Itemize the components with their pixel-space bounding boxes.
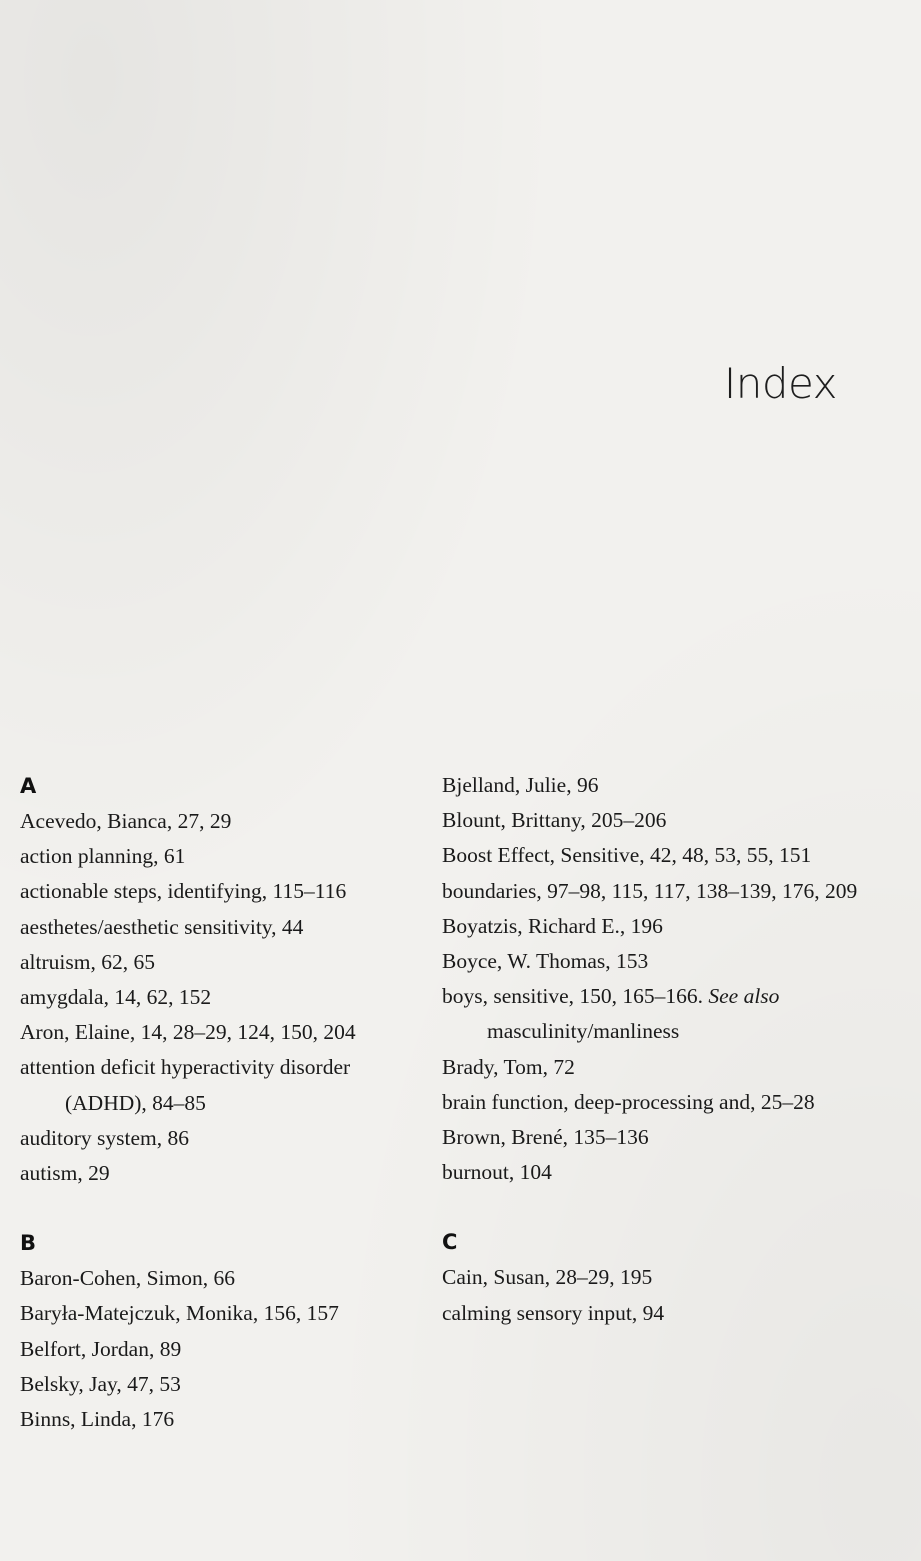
index-entry: Belfort, Jordan, 89 [20,1336,182,1361]
index-entry: action planning, 61 [20,844,186,869]
index-entry: Aron, Elaine, 14, 28–29, 124, 150, 204 [20,1020,356,1045]
index-entry: autism, 29 [20,1161,110,1186]
index-entry-boys [442,979,862,1049]
index-entry: Cain, Susan, 28–29, 195 [442,1265,653,1290]
index-entry: Blount, Brittany, 205–206 [442,808,667,833]
index-entry: auditory system, 86 [20,1125,189,1150]
index-entry: actionable steps, identifying, 115–116 [20,879,347,904]
index-entry: aesthetes/aesthetic sensitivity, 44 [20,914,304,939]
index-column-right [442,768,862,1331]
index-entry: Boyce, W. Thomas, 153 [442,949,649,974]
index-entry: attention deficit hyperactivity disorder (ADHD), 84–85 [20,1055,351,1115]
index-entry: Baryła-Matejczuk, Monika, 156, 157 [20,1301,339,1326]
index-entry: brain function, deep-processing and, 25–28 [442,1089,815,1114]
index-entry: Binns, Linda, 176 [20,1407,175,1432]
cross-reference-target: masculinity/manliness [487,1019,680,1044]
index-entry: burnout, 104 [442,1160,552,1185]
index-entry: amygdala, 14, 62, 152 [20,985,212,1010]
index-entry: Boost Effect, Sensitive, 42, 48, 53, 55, 151 [442,843,812,868]
section-letter-b: B [20,1231,37,1256]
index-entry: Boyatzis, Richard E., 196 [442,913,663,938]
page-title: Index [723,359,837,408]
index-entry: boundaries, 97–98, 115, 117, 138–139, 176, 209 [442,878,858,903]
index-entry: Brown, Brené, 135–136 [442,1125,649,1150]
index-entry: Acevedo, Bianca, 27, 29 [20,809,232,833]
index-entry: Baron-Cohen, Simon, 66 [20,1266,235,1291]
index-entry: altruism, 62, 65 [20,949,155,974]
index-entry: Belsky, Jay, 47, 53 [20,1371,181,1396]
index-entry: Brady, Tom, 72 [442,1054,575,1079]
index-entry: Bjelland, Julie, 96 [442,773,599,797]
see-also-reference: See also [708,984,780,1009]
index-entry: calming sensory input, 94 [442,1300,665,1325]
section-gap [20,1191,420,1225]
section-letter-c: C [442,1230,458,1255]
index-column-left [20,768,420,1437]
section-gap [442,1190,862,1224]
entry-text: boys, sensitive, 150, 165–166. [442,984,709,1009]
section-letter-a: A [20,774,37,798]
